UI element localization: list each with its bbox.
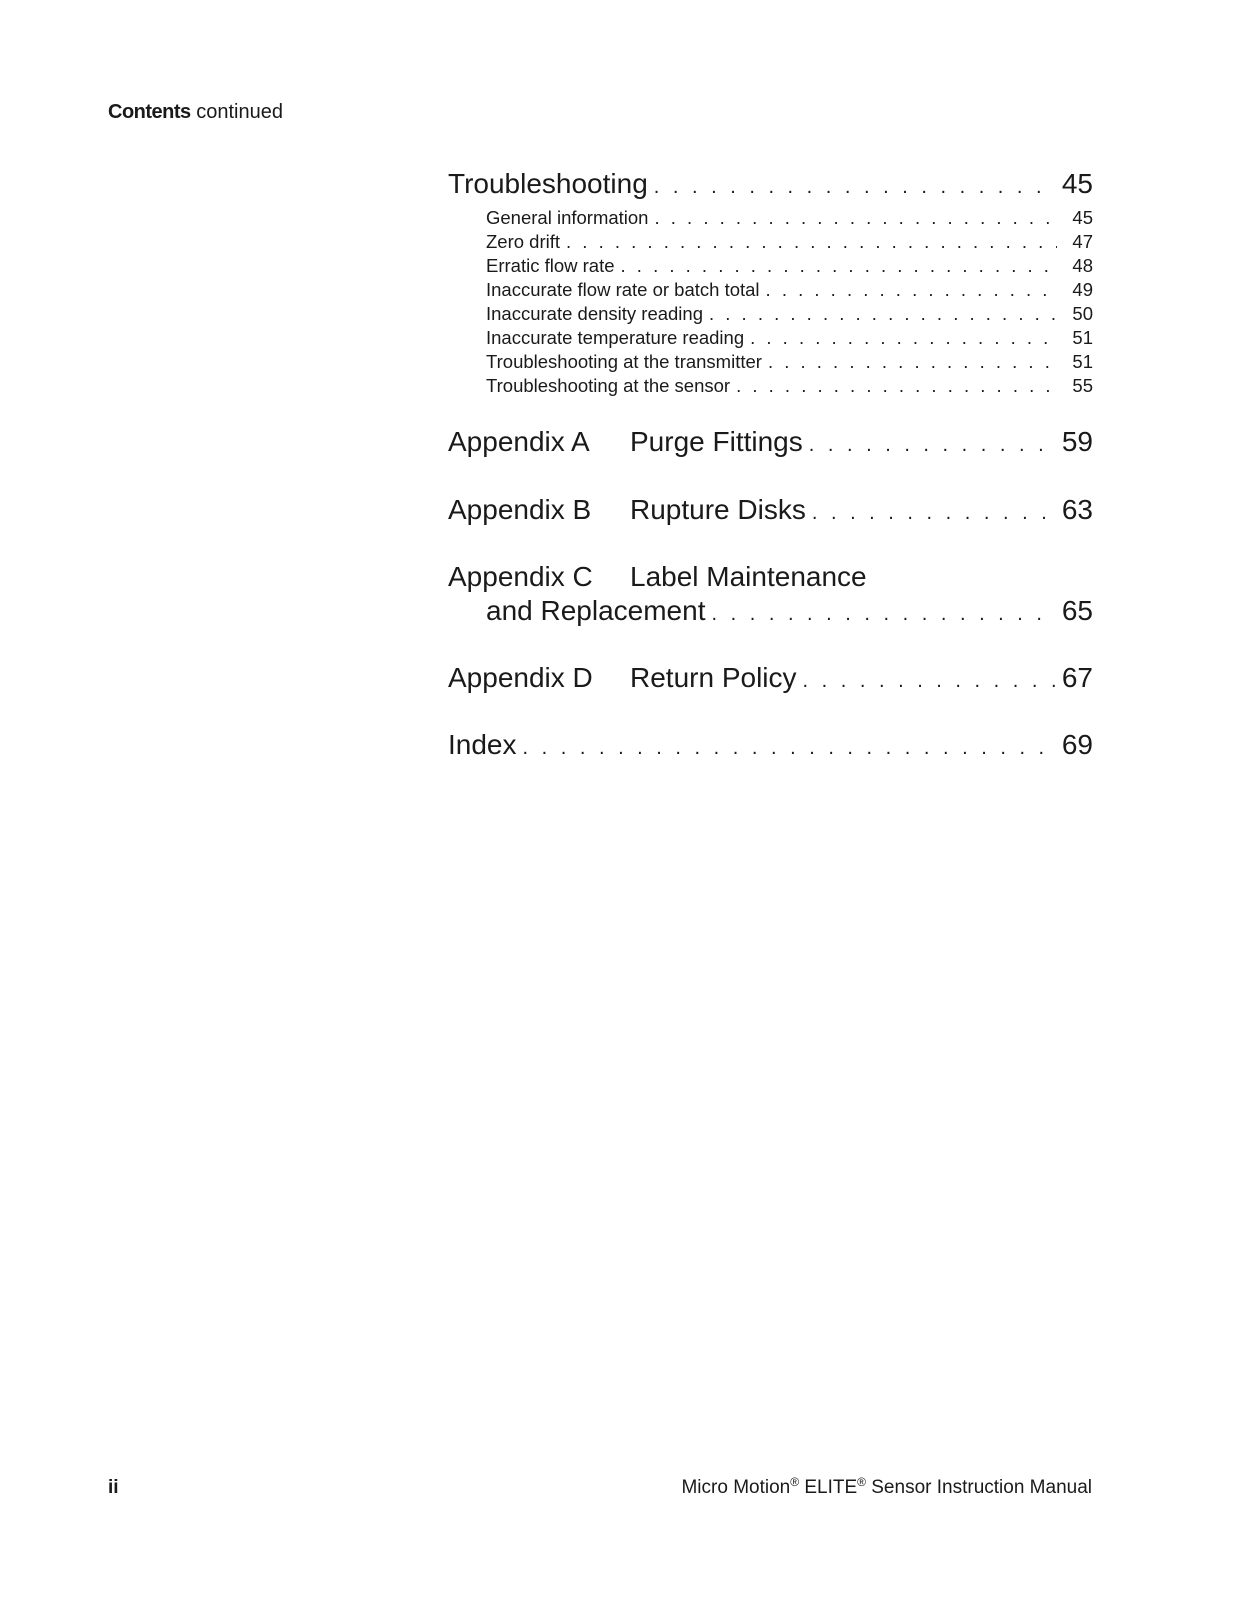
toc-subentry-page: 50 — [1072, 303, 1093, 324]
registered-mark: ® — [857, 1475, 866, 1489]
toc-entry-troubleshooting[interactable] — [448, 168, 1093, 200]
toc-subentry[interactable] — [448, 327, 1093, 349]
toc-subentry-page: 47 — [1072, 231, 1093, 252]
toc-entry-appendix-a[interactable] — [448, 426, 1093, 458]
running-header — [108, 101, 283, 124]
appendix-prefix: Appendix C — [448, 561, 593, 592]
toc-subentry-label: Inaccurate density reading — [486, 303, 703, 324]
leader-dots — [750, 327, 1057, 349]
leader-dots — [803, 670, 1056, 693]
registered-mark: ® — [790, 1475, 800, 1489]
toc-subentry-label: Zero drift — [486, 231, 561, 252]
toc-entry-appendix-d[interactable] — [448, 662, 1093, 694]
leader-dots — [566, 231, 1057, 253]
toc-subentry[interactable] — [448, 351, 1093, 373]
appendix-prefix: Appendix A — [448, 426, 590, 457]
toc-subentry-label: Inaccurate flow rate or batch total — [486, 279, 760, 300]
footer-brand: Micro Motion — [681, 1477, 791, 1498]
leader-dots — [766, 279, 1057, 301]
leader-dots — [654, 176, 1056, 199]
toc-subentry-page: 51 — [1072, 327, 1093, 348]
toc-entry-page: 65 — [1061, 595, 1093, 626]
toc-subentry-page: 48 — [1072, 255, 1093, 276]
appendix-title: Return Policy — [630, 662, 797, 693]
toc-entry-label: Index — [448, 729, 517, 760]
appendix-title-continued: and Replacement — [486, 595, 706, 626]
toc-entry-page: 45 — [1061, 168, 1093, 199]
appendix-prefix: Appendix B — [448, 494, 592, 525]
toc-subentry-label: Troubleshooting at the sensor — [486, 375, 731, 396]
leader-dots — [809, 434, 1056, 457]
toc-subentry-label: Inaccurate temperature reading — [486, 327, 745, 348]
toc-entry-page: 67 — [1061, 662, 1093, 693]
toc-entry-appendix-c-line2[interactable] — [448, 595, 1093, 627]
header-continued: continued — [196, 101, 283, 123]
appendix-title: Label Maintenance — [630, 561, 867, 592]
footer-product: ELITE — [799, 1477, 858, 1498]
toc-subentry-label: Erratic flow rate — [486, 255, 615, 276]
toc-subentry[interactable] — [448, 303, 1093, 325]
toc-subentry-label: General information — [486, 207, 649, 228]
toc-subentry-page: 49 — [1072, 279, 1093, 300]
toc-subentry[interactable] — [448, 279, 1093, 301]
leader-dots — [812, 502, 1056, 525]
toc-subentry-label: Troubleshooting at the transmitter — [486, 351, 762, 372]
toc-entry-appendix-c-line1[interactable] — [448, 561, 867, 593]
running-footer — [681, 1477, 1092, 1499]
toc-subentry-page: 45 — [1072, 207, 1093, 228]
appendix-prefix: Appendix D — [448, 662, 593, 693]
toc-subentry-page: 55 — [1072, 375, 1093, 396]
leader-dots — [621, 255, 1057, 277]
toc-entry-page: 69 — [1061, 729, 1093, 760]
leader-dots — [736, 375, 1057, 397]
toc-subentry-page: 51 — [1072, 351, 1093, 372]
toc-entry-page: 63 — [1061, 494, 1093, 525]
leader-dots — [709, 303, 1057, 325]
toc-entry-index[interactable] — [448, 729, 1093, 761]
appendix-title: Rupture Disks — [630, 494, 806, 525]
toc-subentry[interactable] — [448, 231, 1093, 253]
leader-dots — [523, 737, 1056, 760]
leader-dots — [654, 207, 1057, 229]
toc-subentry[interactable] — [448, 207, 1093, 229]
toc-entry-page: 59 — [1061, 426, 1093, 457]
toc-subentry[interactable] — [448, 375, 1093, 397]
appendix-title: Purge Fittings — [630, 426, 803, 457]
toc-entry-appendix-b[interactable] — [448, 494, 1093, 526]
toc-subentry[interactable] — [448, 255, 1093, 277]
leader-dots — [711, 603, 1055, 626]
footer-manual: Sensor Instruction Manual — [865, 1477, 1092, 1498]
leader-dots — [768, 351, 1057, 373]
header-contents: Contents — [108, 101, 191, 123]
toc-entry-label: Troubleshooting — [448, 168, 648, 199]
page-number: ii — [108, 1477, 119, 1498]
